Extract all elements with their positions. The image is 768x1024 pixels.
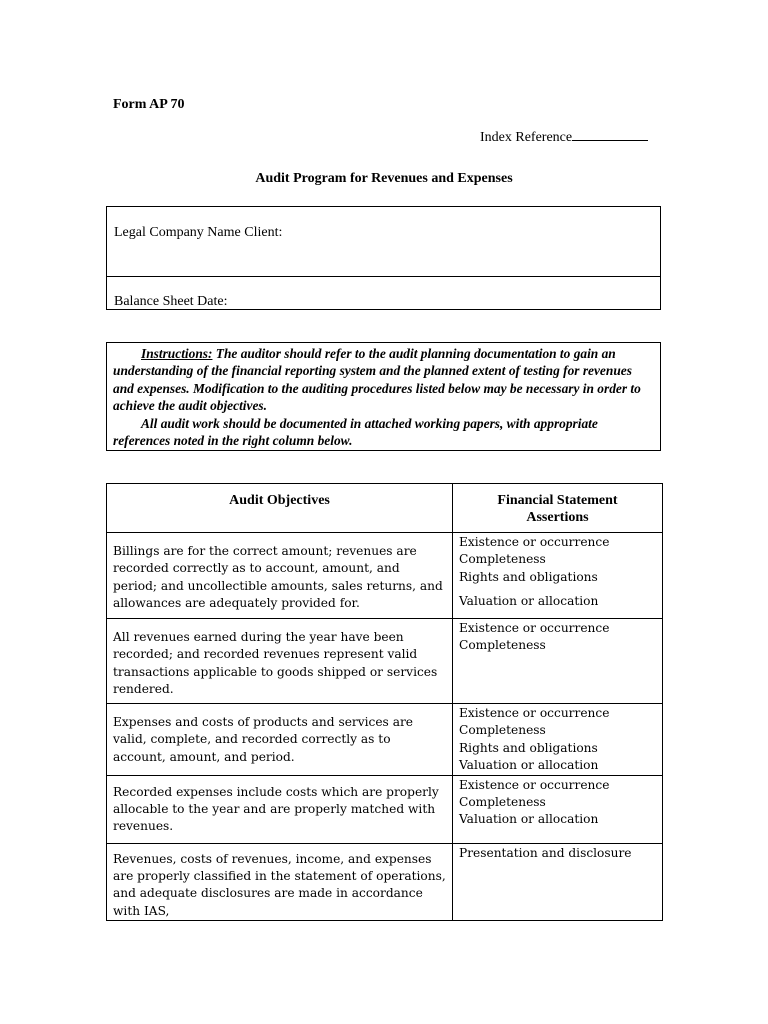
company-name-row[interactable]	[107, 207, 660, 277]
audit-objectives-header: Audit Objectives	[107, 484, 453, 533]
assertion-item: Completeness	[459, 723, 546, 738]
assertions-cell	[453, 619, 663, 704]
index-reference-blank[interactable]	[572, 129, 648, 141]
table-row	[107, 533, 663, 619]
objective-cell: All revenues earned during the year have been recorded; and recorded revenues represent valid transactions applicable to goods shipped or services rendered.	[107, 619, 453, 704]
assertions-cell	[453, 775, 663, 843]
balance-sheet-date-label: Balance Sheet Date:	[114, 294, 228, 309]
instructions-text-1: The auditor should refer to the audit planning documentation to gain an understanding of the financial reporting system and the planned extent of testing for revenues and expenses. Modification to the auditing procedures listed below may be necessary in order to achieve the audit objectives.	[113, 346, 641, 414]
assertion-item: Rights and obligations	[459, 740, 598, 755]
assertion-item: Completeness	[459, 795, 546, 810]
form-id: Form AP 70	[113, 97, 185, 112]
assertion-item: Completeness	[459, 638, 546, 653]
page-title: Audit Program for Revenues and Expenses	[255, 171, 513, 186]
company-name-label: Legal Company Name Client:	[114, 225, 283, 240]
assertion-item: Presentation and disclosure	[459, 845, 632, 860]
assertion-item: Valuation or allocation	[459, 594, 599, 609]
assertions-cell	[453, 704, 663, 776]
assertion-item: Existence or occurrence	[459, 777, 610, 792]
objective-cell: Billings are for the correct amount; revenues are recorded correctly as to account, amount, and period; and uncollectible amounts, sales returns, and allowances are adequately provided for.	[107, 533, 453, 619]
objective-cell: Recorded expenses include costs which are properly allocable to the year and are properly matched with revenues.	[107, 775, 453, 843]
instructions-paragraph-1	[113, 345, 654, 415]
table-row	[107, 704, 663, 776]
assertions-cell	[453, 533, 663, 619]
index-reference-label: Index Reference	[480, 130, 573, 145]
assertions-header: Financial Statement Assertions	[453, 484, 663, 533]
assertion-item: Valuation or allocation	[459, 758, 599, 773]
assertion-item: Existence or occurrence	[459, 621, 610, 635]
table-header-row	[107, 484, 663, 533]
assertion-item: Completeness	[459, 552, 546, 567]
table-row	[107, 843, 663, 921]
assertion-item: Rights and obligations	[459, 569, 598, 584]
instructions-box	[106, 342, 661, 451]
instructions-heading: Instructions:	[141, 346, 213, 361]
objective-cell: Expenses and costs of products and services are valid, complete, and recorded correctly as to account, amount, and period.	[107, 704, 453, 776]
audit-objectives-table	[106, 483, 663, 921]
instructions-paragraph-2: All audit work should be documented in attached working papers, with appropriate references noted in the right column below.	[113, 415, 598, 449]
table-row	[107, 775, 663, 843]
assertion-item: Valuation or allocation	[459, 812, 599, 827]
table-row	[107, 619, 663, 704]
objective-cell: Revenues, costs of revenues, income, and expenses are properly classified in the statement of operations, and adequate disclosures are made in accordance with IAS,	[107, 843, 453, 921]
client-info-box	[106, 206, 661, 310]
assertions-cell	[453, 843, 663, 921]
index-reference	[480, 129, 648, 146]
assertion-item: Existence or occurrence	[459, 535, 610, 549]
assertion-item: Existence or occurrence	[459, 706, 610, 720]
